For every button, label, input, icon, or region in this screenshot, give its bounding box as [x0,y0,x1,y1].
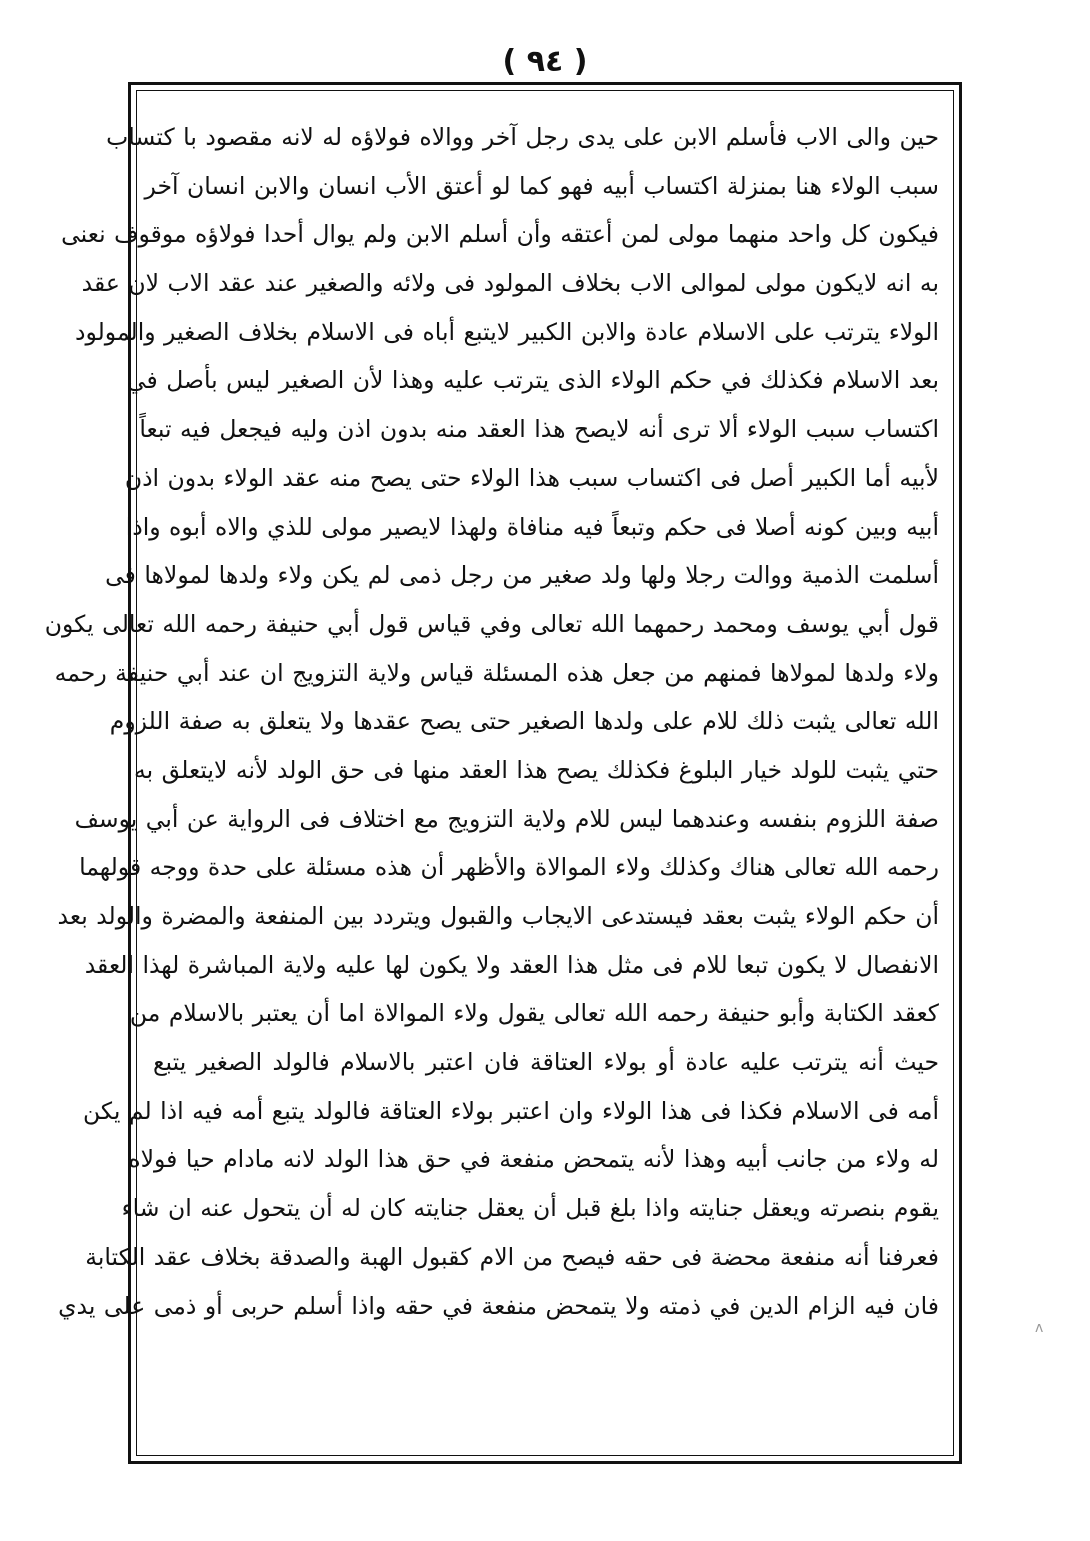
text-line: الولاء يترتب على الاسلام عادة والابن الكبير لايتبع أباه فى الاسلام بخلاف الصغير والمولود [75,317,939,346]
text-line: أمه فى الاسلام فكذا فى هذا الولاء وان اعتبر بولاء العتاقة فالولد يتبع أمه فيه اذا لم يكن [82,1096,939,1125]
text-line: أبيه وبين كونه أصلا فى حكم وتبعاً فيه منافاة ولهذا لايصير مولى للذي والاه أبوه واذا [125,512,939,541]
text-line: بعد الاسلام فكذلك في حكم الولاء الذى يترتب عليه وهذا لأن الصغير ليس بأصل في [126,366,939,395]
text-line: الانفصال لا يكون تبعا للام فى مثل هذا العقد ولا يكون لها عليه ولاية المباشرة لهذا العقد [84,950,939,979]
body-text [44,113,939,1330]
text-line: كعقد الكتابة وأبو حنيفة رحمه الله تعالى يقول ولاء الموالاة اما أن يعتبر بالاسلام من [129,999,939,1028]
text-line: حتي يثبت للولد خيار البلوغ فكذلك يصح هذا العقد منها فى حق الولد لأنه لايتعلق به [134,755,939,784]
page-number: ( ٩٤ ) [502,44,588,79]
text-line: صفة اللزوم بنفسه وعندهما ليس للام ولاية التزويج مع اختلاف فى الرواية عن أبي يوسف [74,804,939,833]
text-line: له ولاء من جانب أبيه وهذا لأنه يتمحض منفعة في حق هذا الولد لانه مادام حيا فولاه [128,1145,939,1174]
text-line: حين والى الاب فأسلم الابن على يدى رجل آخر ووالاه فولاؤه له لانه مقصود با كتساب [106,123,939,151]
text-line: ولاء ولدها لمولاها فمنهم من جعل هذه المسئلة قياس ولاية التزويج ان عند أبي حنيفة رحمه [54,658,939,687]
text-line: به انه لايكون مولى لموالى الاب بخلاف المولود فى ولائه والصغير عند عقد الاب لان عقد [81,269,939,298]
text-line: اكتساب سبب الولاء ألا ترى أنه لايصح هذا العقد منه بدون اذن وليه فيجعل فيه تبعاً [139,415,939,444]
text-line: فان فيه الزام الدين في ذمته ولا يتمحض منفعة في حقه واذا أسلم حربى أو ذمى على يدي [58,1291,939,1320]
text-line: قول أبي يوسف ومحمد رحمهما الله تعالى وفي قياس قول أبي حنيفة رحمه الله تعالى يكون [44,609,939,638]
scan-mark: ʌ [1035,1320,1044,1336]
text-line: أسلمت الذمية ووالت رجلا ولها ولد صغير من رجل ذمى لم يكن ولاء ولدها لمولاها فى [105,561,939,590]
text-line: أن حكم الولاء يثبت بعقد فيستدعى الايجاب والقبول ويتردد بين المنفعة والمضرة والولد بعد [57,902,939,930]
text-line: سبب الولاء هنا بمنزلة اكتساب أبيه فهو كما لو أعتق الأب انسان والابن انسان آخر [144,171,939,200]
text-line: الله تعالى يثبت ذلك للام على ولدها الصغير حتى يصح عقدها ولا يتعلق به صفة اللزوم [109,707,939,736]
text-line: لأبيه أما الكبير أصل فى اكتساب سبب هذا الولاء حتى يصح منه عقد الولاء بدون اذن [124,463,939,492]
page-border-inner [44,90,954,1456]
text-line: رحمه الله تعالى هناك وكذلك ولاء الموالاة والأظهر أن هذه مسئلة على حدة ووجه قولهما [79,853,939,882]
text-line: يقوم بنصرته ويعقل جنايته واذا بلغ قبل أن يعقل جنايته كان له أن يتحول عنه ان شاء [121,1194,939,1223]
text-line: حيث أنه يترتب عليه عادة أو بولاء العتاقة فان اعتبر بالاسلام فالولد الصغير يتبع [153,1048,939,1077]
text-line: فعرفنا أنه منفعة محضة فى حقه فيصح من الام كقبول الهبة والصدقة بخلاف عقد الكتابة [85,1242,939,1271]
text-line: فيكون كل واحد منهما مولى لمن أعتقه وأن أسلم الابن ولم يوال أحدا فولاؤه موقوف نعنى [61,220,939,249]
